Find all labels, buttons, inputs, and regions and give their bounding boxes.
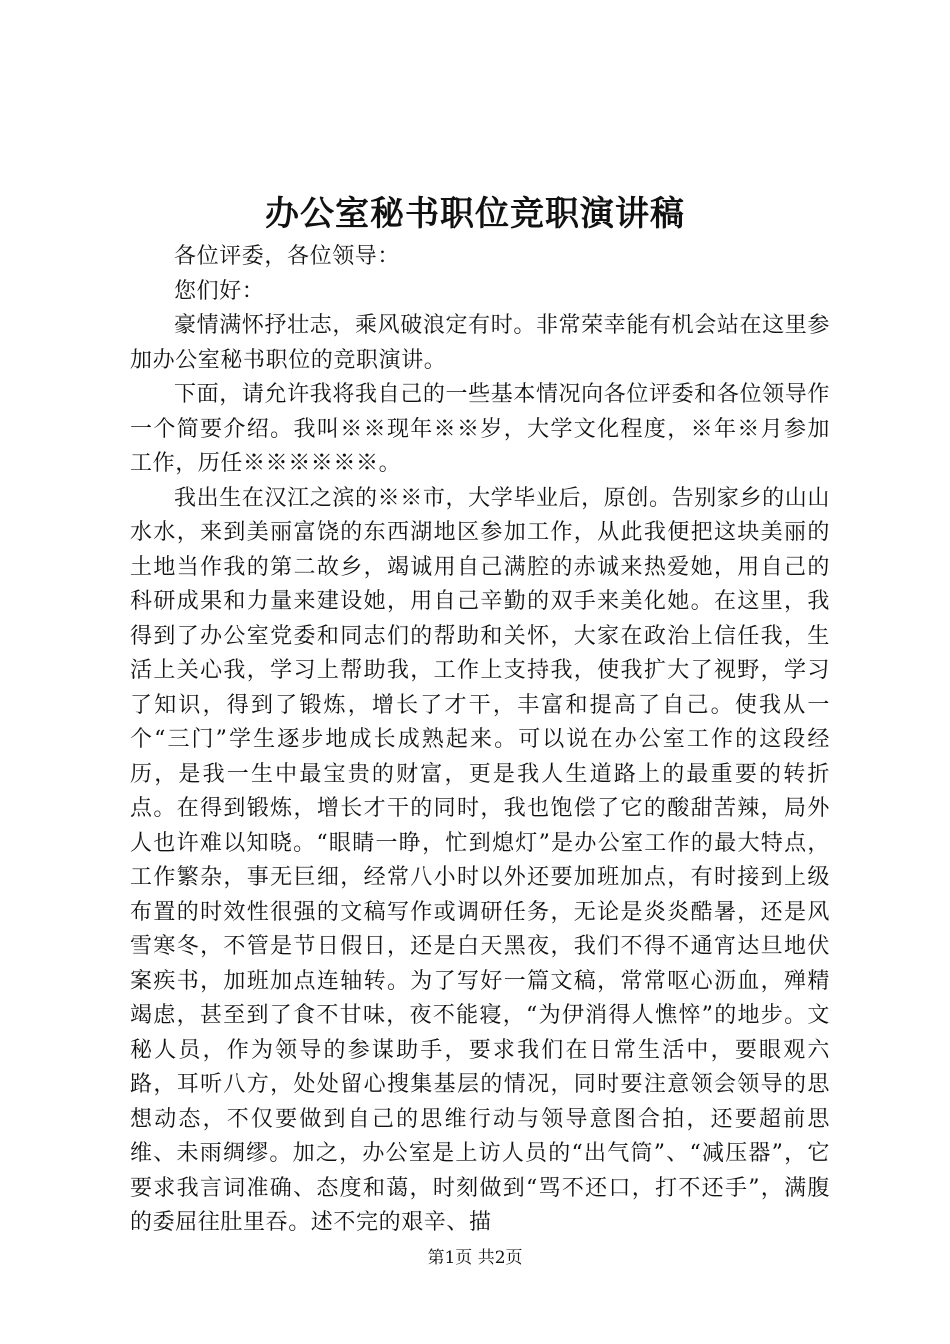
salutation-paragraph: 各位评委，各位领导： <box>174 244 401 269</box>
body-paragraph: 下面，请允许我将我自己的一些基本情况向各位评委和各位领导作一个简要介绍。我叫※※现年※※岁，大学文化程度，※年※月参加工作，历任※※※※※※。 <box>130 382 830 476</box>
document-title: 办公室秘书职位竞职演讲稿 <box>265 194 685 234</box>
greeting-paragraph: 您们好： <box>174 278 265 304</box>
body-paragraph: 豪情满怀抒壮志，乘风破浪定有时。非常荣幸能有机会站在这里参加办公室秘书职位的竞职演讲。 <box>130 313 830 373</box>
page-number-footer: 第1页 共2页 <box>427 1248 523 1268</box>
document-body <box>130 240 830 1241</box>
body-paragraph: 我出生在汉江之滨的※※市，大学毕业后，原创。告别家乡的山山水水，来到美丽富饶的东西湖地区参加工作，从此我便把这块美丽的土地当作我的第二故乡，竭诚用自己满腔的赤诚来热爱她，用自己的科研成果和力量来建设她，用自己辛勤的双手来美化她。在这里，我得到了办公室党委和同志们的帮助和关怀，大家在政治上信任我，生活上关心我，学习上帮助我，工作上支持我，使我扩大了视野，学习了知识，得到了锻炼，增长了才干，丰富和提高了自己。使我从一个“三门”学生逐步地成长成熟起来。可以说在办公室工作的这段经历，是我一生中最宝贵的财富，更是我人生道路上的最重要的转折点。在得到锻炼，增长才干的同时，我也饱偿了它的酸甜苦辣，局外人也许难以知晓。“眼睛一睁，忙到熄灯”是办公室工作的最大特点，工作繁杂，事无巨细，经常八小时以外还要加班加点，有时接到上级布置的时效性很强的文稿写作或调研任务，无论是炎炎酷暑，还是风雪寒冬，不管是节日假日，还是白天黑夜，我们不得不通宵达旦地伏案疾书，加班加点连轴转。为了写好一篇文稿，常常呕心沥血，殚精竭虑，甚至到了食不甘味，夜不能寝，“为伊消得人憔悴”的地步。文秘人员，作为领导的参谋助手，要求我们在日常生活中，要眼观六路，耳听八方，处处留心搜集基层的情况，同时要注意领会领导的思想动态，不仅要做到自己的思维行动与领导意图合拍，还要超前思维、未雨绸缪。加之，办公室是上访人员的“出气筒”、“减压器”，它要求我言词准确、态度和蔼，时刻做到“骂不还口，打不还手”，满腹的委屈往肚里吞。述不完的艰辛、描 <box>130 485 830 1235</box>
